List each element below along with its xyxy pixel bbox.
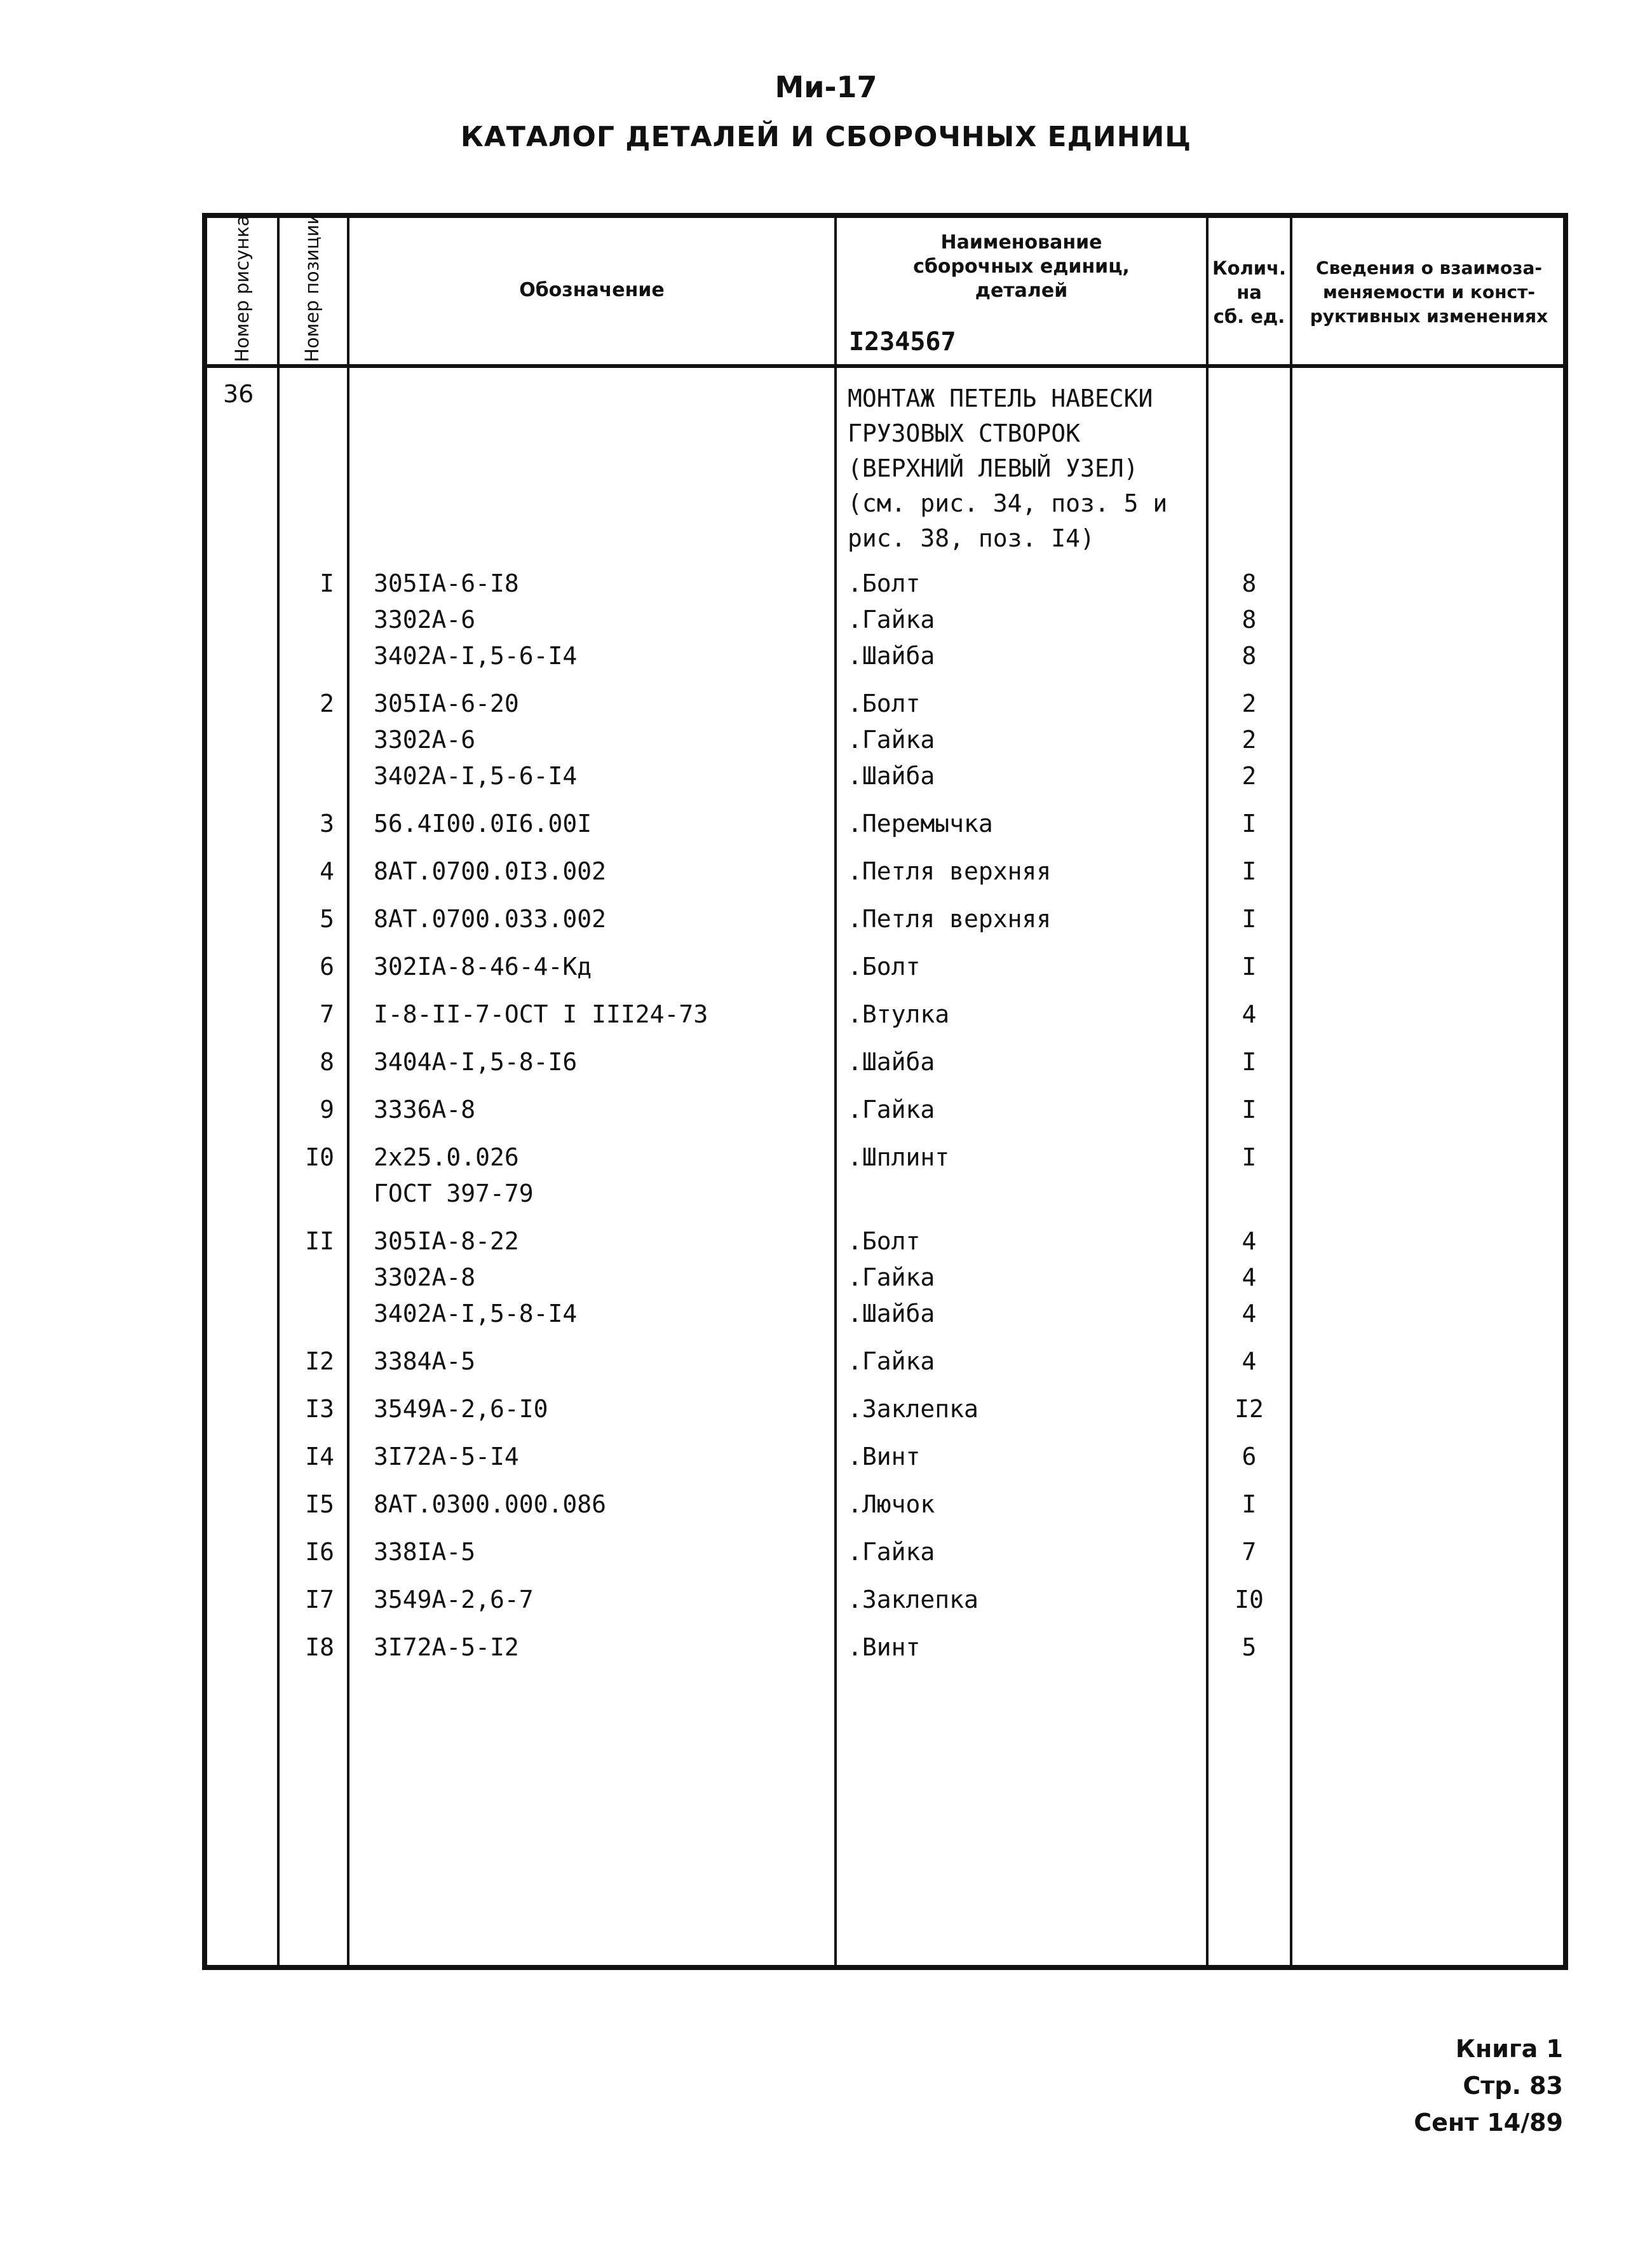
row-position: 3	[320, 810, 334, 838]
parts-table	[202, 213, 1568, 1970]
row-position: I3	[305, 1395, 334, 1423]
row-name: .Болт	[848, 1227, 921, 1255]
col-divider	[834, 218, 837, 1965]
book-label: Книга 1	[1455, 2035, 1563, 2063]
row-designation: 3I72A-5-I2	[374, 1633, 519, 1661]
row-designation: 8AT.0700.0I3.002	[374, 857, 607, 885]
row-quantity: 8	[1242, 642, 1257, 670]
document-title: Ми-17	[775, 70, 877, 104]
row-designation: 3402A-I,5-6-I4	[374, 642, 578, 670]
col-divider	[1290, 218, 1292, 1965]
row-quantity: 4	[1242, 1227, 1257, 1255]
col-divider	[1206, 218, 1209, 1965]
page-footer	[1414, 2030, 1563, 2141]
row-name: .Перемычка	[848, 810, 993, 838]
row-quantity: I	[1242, 1048, 1257, 1076]
row-position: I	[320, 569, 334, 597]
row-position: I4	[305, 1443, 334, 1471]
row-name: .Заклепка	[848, 1395, 978, 1423]
row-position: I8	[305, 1633, 334, 1661]
row-name: .Шайба	[848, 642, 935, 670]
row-quantity: I	[1242, 905, 1257, 933]
row-quantity: 7	[1242, 1538, 1257, 1566]
page-label: Стр. 83	[1463, 2072, 1563, 2100]
row-quantity: 4	[1242, 1347, 1257, 1375]
row-position: 4	[320, 857, 334, 885]
row-designation: ГОСТ 397-79	[374, 1179, 534, 1207]
date-label: Сент 14/89	[1414, 2109, 1563, 2137]
row-position: I5	[305, 1490, 334, 1518]
row-name: .Лючок	[848, 1490, 935, 1518]
row-name: .Шайба	[848, 1048, 935, 1076]
row-designation: 3302A-8	[374, 1263, 476, 1291]
row-designation: 338IA-5	[374, 1538, 476, 1566]
row-designation: 3302A-6	[374, 726, 476, 754]
row-name: .Винт	[848, 1633, 921, 1661]
row-quantity: 5	[1242, 1633, 1257, 1661]
col-header-name: Наименование сборочных единиц, деталей	[913, 231, 1130, 302]
row-position: 9	[320, 1096, 334, 1124]
figure-number: 36	[223, 380, 254, 408]
row-designation: 3549A-2,6-I0	[374, 1395, 548, 1423]
row-name: .Гайка	[848, 1096, 935, 1124]
document-subtitle: КАТАЛОГ ДЕТАЛЕЙ И СБОРОЧНЫХ ЕДИНИЦ	[460, 121, 1192, 153]
row-position: I2	[305, 1347, 334, 1375]
row-designation: 305IA-6-I8	[374, 569, 519, 597]
row-position: I7	[305, 1586, 334, 1614]
row-quantity: I	[1242, 810, 1257, 838]
row-designation: 305IA-6-20	[374, 690, 519, 717]
row-designation: 3336A-8	[374, 1096, 476, 1124]
row-position: 2	[320, 690, 334, 717]
figure-title-line: рис. 38, поз. I4)	[848, 524, 1095, 552]
row-designation: 3549A-2,6-7	[374, 1586, 534, 1614]
col-header-designation: Обозначение	[519, 279, 665, 301]
row-quantity: I	[1242, 1096, 1257, 1124]
row-name: .Гайка	[848, 1263, 935, 1291]
col-header-fig-no: Номер рисунка	[231, 215, 253, 362]
row-position: 8	[320, 1048, 334, 1076]
row-quantity: I	[1242, 857, 1257, 885]
row-quantity: 2	[1242, 726, 1257, 754]
row-name: .Болт	[848, 690, 921, 717]
row-name: .Шайба	[848, 762, 935, 790]
row-quantity: 4	[1242, 1263, 1257, 1291]
row-name: .Винт	[848, 1443, 921, 1471]
figure-title-line: МОНТАЖ ПЕТЕЛЬ НАВЕСКИ	[848, 384, 1153, 412]
row-name: .Гайка	[848, 606, 935, 634]
row-designation: 302IA-8-46-4-Кд	[374, 953, 592, 981]
figure-title-line: ГРУЗОВЫХ СТВОРОК	[848, 419, 1081, 447]
row-name: .Втулка	[848, 1000, 950, 1028]
col-divider	[277, 218, 280, 1965]
row-name: .Петля верхняя	[848, 905, 1052, 933]
row-position: I6	[305, 1538, 334, 1566]
row-quantity: I0	[1235, 1586, 1264, 1614]
row-quantity: I2	[1235, 1395, 1264, 1423]
row-position: I0	[305, 1143, 334, 1171]
row-designation: I-8-II-7-OCT I III24-73	[374, 1000, 708, 1028]
row-position: 6	[320, 953, 334, 981]
row-name: .Заклепка	[848, 1586, 978, 1614]
col-header-qty: Колич. на сб. ед.	[1212, 257, 1287, 327]
row-name: .Болт	[848, 569, 921, 597]
row-position: II	[305, 1227, 334, 1255]
row-position: 5	[320, 905, 334, 933]
row-quantity: I	[1242, 953, 1257, 981]
row-quantity: 2	[1242, 762, 1257, 790]
row-designation: 3I72A-5-I4	[374, 1443, 519, 1471]
figure-title-line: (см. рис. 34, поз. 5 и	[848, 489, 1168, 517]
row-designation: 3404A-I,5-8-I6	[374, 1048, 578, 1076]
row-designation: 3302A-6	[374, 606, 476, 634]
row-name: .Гайка	[848, 1347, 935, 1375]
row-quantity: 2	[1242, 690, 1257, 717]
header-divider	[207, 364, 1563, 368]
row-name: .Петля верхняя	[848, 857, 1052, 885]
row-quantity: 8	[1242, 606, 1257, 634]
row-designation: 305IA-8-22	[374, 1227, 519, 1255]
row-designation: 56.4I00.0I6.00I	[374, 810, 592, 838]
col-header-name-indent: I234567	[849, 327, 956, 357]
row-name: .Шайба	[848, 1300, 935, 1328]
row-quantity: 6	[1242, 1443, 1257, 1471]
row-designation: 3402A-I,5-6-I4	[374, 762, 578, 790]
row-quantity: 4	[1242, 1000, 1257, 1028]
col-header-notes: Сведения о взаимоза- меняемости и конст- руктивных изменениях	[1310, 257, 1548, 327]
row-quantity: 4	[1242, 1300, 1257, 1328]
row-name: .Гайка	[848, 1538, 935, 1566]
row-designation: 8AT.0700.033.002	[374, 905, 607, 933]
row-name: .Гайка	[848, 726, 935, 754]
row-designation: 2x25.0.026	[374, 1143, 519, 1171]
row-name: .Болт	[848, 953, 921, 981]
row-position: 7	[320, 1000, 334, 1028]
row-designation: 8AT.0300.000.086	[374, 1490, 607, 1518]
row-quantity: I	[1242, 1143, 1257, 1171]
figure-title-line: (ВЕРХНИЙ ЛЕВЫЙ УЗЕЛ)	[848, 454, 1139, 482]
col-divider	[347, 218, 349, 1965]
col-header-pos-no: Номер позиции	[301, 212, 323, 362]
row-quantity: I	[1242, 1490, 1257, 1518]
row-quantity: 8	[1242, 569, 1257, 597]
row-name: .Шплинт	[848, 1143, 950, 1171]
row-designation: 3384A-5	[374, 1347, 476, 1375]
row-designation: 3402A-I,5-8-I4	[374, 1300, 578, 1328]
